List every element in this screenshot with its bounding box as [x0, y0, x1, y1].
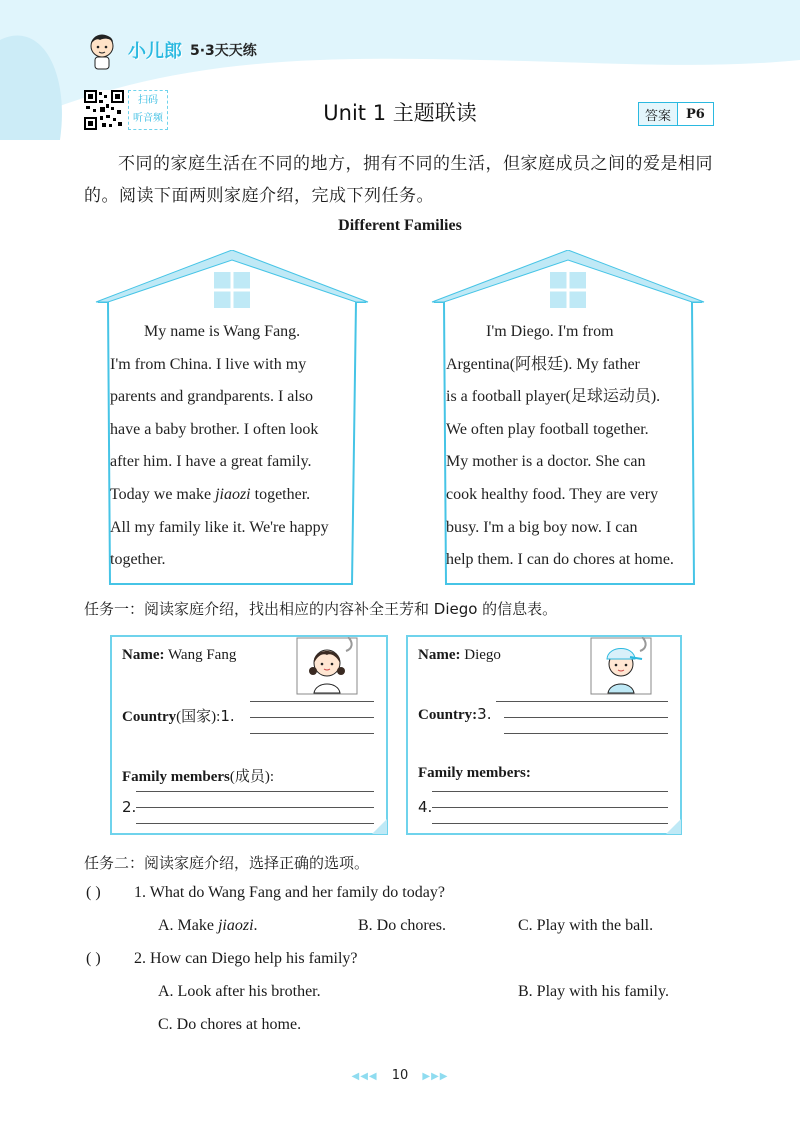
left-arrows-icon: ◀◀◀ — [351, 1071, 378, 1082]
page-title: Unit 1 主题联读 — [323, 101, 477, 125]
question-text: 2. How can Diego help his family? — [134, 950, 358, 967]
answer-input-line[interactable] — [432, 791, 668, 792]
passage-card-diego — [430, 250, 706, 586]
girl-portrait-icon — [296, 637, 358, 695]
passage-line: cook healthy food. They are very — [446, 485, 659, 503]
answer-label: 答案 — [645, 108, 672, 124]
boy-portrait-icon — [590, 637, 652, 695]
passage-line: My name is Wang Fang. — [144, 323, 301, 340]
answer-input-line[interactable] — [432, 823, 668, 824]
passage-line: All my family like it. We're happy — [110, 518, 329, 536]
task2-title: 任务二：阅读家庭介绍，选择正确的选项。 — [84, 854, 370, 872]
members-label: Family members: — [418, 765, 531, 781]
brand-header — [84, 30, 257, 70]
page-footer — [0, 1068, 800, 1083]
question-number: 4. — [418, 798, 433, 816]
question-text: 1. What do Wang Fang and her family do today? — [134, 884, 445, 901]
option-a[interactable]: A. Make jiaozi. — [158, 917, 258, 934]
answer-page: P6 — [677, 103, 713, 125]
passage-card-wang-fang — [94, 250, 370, 586]
section-title: Different Families — [338, 217, 462, 234]
info-card-wang-fang — [110, 635, 388, 835]
answer-input-line[interactable] — [136, 807, 374, 808]
country-cn-label: (国家): — [176, 709, 221, 725]
country-field — [122, 705, 235, 726]
answer-bracket[interactable]: ( ) — [86, 884, 101, 901]
option-a[interactable]: A. Look after his brother. — [158, 983, 321, 1000]
passage-line: Argentina(阿根廷). My father — [446, 355, 640, 373]
option-b[interactable]: B. Do chores. — [358, 917, 446, 934]
name-field — [122, 647, 236, 664]
passage-line: busy. I'm a big boy now. I can — [446, 518, 638, 536]
passage-line: after him. I have a great family. — [110, 453, 312, 471]
question-number: 1. — [220, 707, 235, 725]
passage-line: help them. I can do chores at home. — [446, 551, 674, 569]
task1-title: 任务一：阅读家庭介绍，找出相应的内容补全王芳和 Diego 的信息表。 — [84, 600, 558, 618]
name-label: Name: — [122, 647, 165, 663]
answer-line — [250, 701, 374, 702]
answer-bracket[interactable]: ( ) — [86, 950, 101, 967]
passage-line: I'm Diego. I'm from — [486, 323, 614, 340]
answer-input-line[interactable] — [432, 807, 668, 808]
country-label: Country: — [418, 707, 478, 723]
name-value: Diego — [464, 647, 501, 663]
name-label: Name: — [418, 647, 461, 663]
passage-line: I'm from China. I live with my — [110, 355, 307, 373]
country-label: Country — [122, 709, 177, 725]
name-field — [418, 647, 501, 664]
intro-paragraph: 不同的家庭生活在不同的地方，拥有不同的生活，但家庭成员之间的爱是相同的。阅读下面两则家庭介绍，完成下列任务。 — [84, 154, 713, 206]
members-label: Family members — [122, 769, 230, 785]
passage-line: parents and grandparents. I also — [110, 388, 314, 406]
right-arrows-icon: ▶▶▶ — [422, 1071, 449, 1082]
answer-input-line[interactable] — [250, 733, 374, 734]
scan-label-line1: 扫码 — [138, 95, 158, 106]
answer-input-line[interactable] — [504, 717, 668, 718]
brand-logo-text: 小儿郎 — [128, 41, 182, 62]
answer-input-line[interactable] — [504, 733, 668, 734]
members-field — [418, 765, 531, 782]
answer-reference-tag[interactable] — [638, 102, 714, 126]
passage-text — [446, 316, 690, 577]
answer-input-line[interactable] — [136, 823, 374, 824]
option-c[interactable]: C. Play with the ball. — [518, 917, 654, 934]
answer-input-line[interactable] — [136, 791, 374, 792]
passage-line: My mother is a doctor. She can — [446, 453, 646, 471]
option-c[interactable]: C. Do chores at home. — [158, 1016, 302, 1033]
page-number: 10 — [391, 1068, 409, 1083]
passage-line: We often play football together. — [446, 420, 649, 438]
passage-text — [110, 316, 354, 577]
brand-subtitle: 5·3天天练 — [190, 43, 257, 59]
members-cn-label: (成员): — [229, 769, 275, 785]
passage-line: is a football player(足球运动员). — [446, 388, 661, 406]
members-field — [122, 765, 274, 786]
answer-line — [496, 701, 668, 702]
name-value: Wang Fang — [167, 647, 237, 663]
country-field — [418, 705, 491, 724]
passage-line: Today we make jiaozi together. — [110, 485, 311, 503]
question-number: 2. — [122, 798, 137, 816]
passage-line: have a baby brother. I often look — [110, 420, 319, 438]
scan-label-line2: 听音频 — [133, 113, 163, 124]
option-b[interactable]: B. Play with his family. — [518, 983, 669, 1000]
passage-line: together. — [110, 551, 166, 569]
question-number: 3. — [477, 705, 492, 723]
info-card-diego — [406, 635, 682, 835]
answer-input-line[interactable] — [250, 717, 374, 718]
boy-mascot-icon — [84, 30, 120, 70]
